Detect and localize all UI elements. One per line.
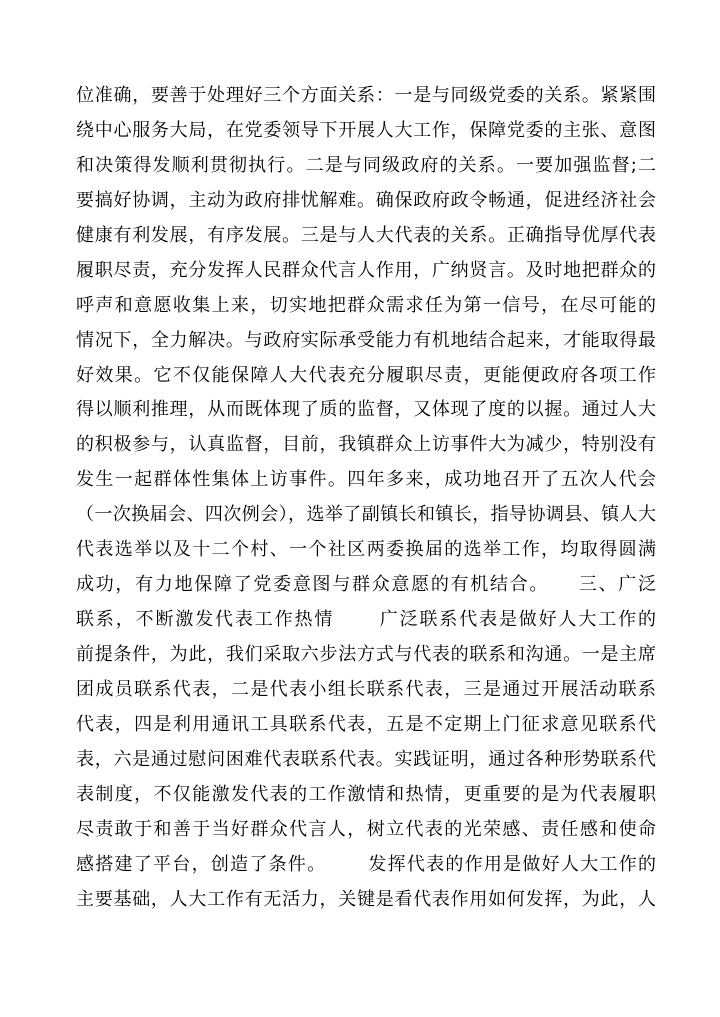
text-line-22: 尽责敢于和善于当好群众代言人，树立代表的光荣感、责任感和使命 xyxy=(76,818,656,840)
text-line-17: 前提条件，为此，我们采取六步法方式与代表的联系和沟通。一是主席 xyxy=(76,644,656,665)
text-line-3: 和决策得发顺利贯彻执行。二是与同级政府的关系。一要加强监督;二 xyxy=(76,154,656,176)
text-line-2: 绕中心服务大局，在党委领导下开展人大工作，保障党委的主张、意图 xyxy=(76,119,656,141)
text-line-21: 表制度，不仅能激发代表的工作激情和热情，更重要的是为代表履职 xyxy=(76,783,656,805)
body-text xyxy=(76,79,656,918)
text-line-14: 代表选举以及十二个村、一个社区两委换届的选举工作，均取得圆满 xyxy=(76,539,656,561)
text-line-10: 得以顺利推理，从而既体现了质的监督，又体现了度的以握。通过人大 xyxy=(76,399,656,421)
text-line-8: 情况下，全力解决。与政府实际承受能力有机地结合起来，才能取得最 xyxy=(76,329,656,351)
text-line-4: 要搞好协调，主动为政府排忧解难。确保政府政令畅通，促进经济社会 xyxy=(76,189,656,211)
text-line-15: 成功，有力地保障了党委意图与群众意愿的有机结合。 三、广泛 xyxy=(76,574,656,596)
text-line-18: 团成员联系代表，二是代表小组长联系代表，三是通过开展活动联系 xyxy=(76,678,656,700)
text-line-5: 健康有利发展，有序发展。三是与人大代表的关系。正确指导优厚代表 xyxy=(76,224,656,246)
text-line-13: （一次换届会、四次例会），选举了副镇长和镇长，指导协调县、镇人大 xyxy=(76,504,656,526)
text-line-11: 的积极参与，认真监督，目前，我镇群众上访事件大为减少，特别没有 xyxy=(76,434,656,456)
text-line-24: 主要基础，人大工作有无活力，关键是看代表作用如何发挥，为此，人 xyxy=(76,888,656,910)
text-line-20: 表，六是通过慰问困难代表联系代表。实践证明，通过各种形势联系代 xyxy=(76,748,656,770)
text-line-9: 好效果。它不仅能保障人大代表充分履职尽责，更能便政府各项工作 xyxy=(76,364,656,386)
text-line-19: 代表，四是利用通讯工具联系代表，五是不定期上门征求意见联系代 xyxy=(76,713,656,735)
text-line-1: 位准确，要善于处理好三个方面关系：一是与同级党委的关系。紧紧围 xyxy=(76,85,656,106)
text-line-23: 感搭建了平台，创造了条件。 发挥代表的作用是做好人大工作的 xyxy=(76,853,656,875)
text-line-6: 履职尽责，充分发挥人民群众代言人作用，广纳贤言。及时地把群众的 xyxy=(76,259,656,281)
text-line-12: 发生一起群体性集体上访事件。四年多来，成功地召开了五次人代会 xyxy=(76,469,656,491)
text-line-7: 呼声和意愿收集上来，切实地把群众需求任为第一信号，在尽可能的 xyxy=(76,294,656,316)
text-line-16: 联系，不断激发代表工作热情 广泛联系代表是做好人大工作的 xyxy=(76,609,656,631)
